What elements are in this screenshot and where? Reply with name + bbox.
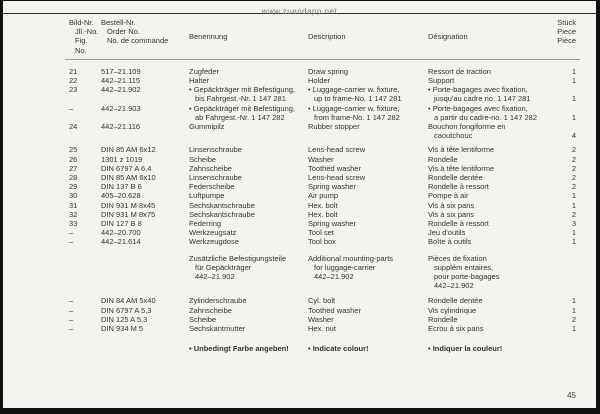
table-section: [65, 296, 580, 333]
cell-designation-fr: Jeu d'outils: [428, 228, 466, 238]
cell-fig-no: 25: [69, 145, 78, 155]
cell-qty: 2: [571, 314, 576, 324]
cell-designation-fr: • Porte-bagages avec fixation, a partir du cadre-no. 1 147 282: [428, 103, 537, 122]
cell-designation-fr: Support: [428, 76, 455, 86]
cell-fig-no: 26: [69, 154, 78, 164]
cell-qty: 2: [571, 173, 576, 183]
header-fig-no-fr: Fig. No.: [75, 36, 88, 55]
cell-order-no: DIN 85 AM 6x10: [101, 173, 156, 183]
cell-designation-fr: • Porte-bagages avec fixation, jusqu'au cadre no. 1 147 281: [428, 85, 531, 104]
header-qty-de: Stück: [557, 18, 576, 27]
cell-desc-en: Hex. bolt: [308, 209, 338, 219]
cell-name-de: Sechskantmutter: [189, 324, 246, 334]
cell-name-de: Zahnscheibe: [189, 305, 232, 315]
cell-name-de: Gummipilz: [189, 122, 225, 132]
page-number: 45: [567, 391, 576, 400]
cell-fig-no: –: [69, 228, 74, 238]
cell-name-de: Federring: [189, 219, 222, 229]
table-row: [65, 85, 580, 103]
cell-name-de: Sechskantschraube: [189, 200, 255, 210]
cell-fig-no: 21: [69, 66, 78, 76]
table-row: [65, 122, 580, 140]
cell-desc-en: Tool box: [308, 237, 336, 247]
cell-designation-fr: Ecrou à six pans: [428, 324, 484, 334]
cell-qty: 1: [571, 305, 576, 315]
header-fig-no-en: Jll.-No.: [75, 27, 99, 37]
cell-qty: 1: [571, 228, 576, 238]
cell-designation-fr: Rondelle: [428, 314, 458, 324]
table-row: [65, 324, 580, 333]
cell-designation-fr: Vis à six pans: [428, 200, 475, 210]
cell-order-no: 517–21.109: [101, 66, 141, 76]
header-order-no: [99, 18, 189, 46]
table-header-row: [65, 18, 580, 60]
cell-name-de: Zusätzliche Befestigungsteile für Gepäckträger 442–21.902: [189, 253, 287, 282]
cell-qty: 3: [571, 219, 576, 229]
cell-qty: 4: [571, 131, 576, 141]
cell-qty: 1: [571, 94, 576, 104]
cell-desc-en: • Luggage-carrier w. fixture, from frame-No. 1 147 282: [308, 103, 400, 122]
cell-order-no: DIN 931 M 8x45: [101, 200, 156, 210]
header-order-no-fr: No. de commande: [107, 36, 169, 46]
table-section: [65, 145, 580, 246]
table-row: [65, 76, 580, 85]
cell-fig-no: 23: [69, 85, 78, 95]
cell-fig-no: 24: [69, 122, 78, 132]
cell-order-no: 442–21.116: [101, 122, 141, 132]
header-name-de: Benennung: [189, 31, 228, 41]
table-row: [65, 155, 580, 164]
cell-qty: [548, 289, 580, 290]
watermark-bar: [3, 1, 596, 14]
cell-qty: 2: [571, 163, 576, 173]
parts-table: [65, 18, 580, 354]
cell-designation-fr: Rondelle dentée: [428, 296, 483, 306]
cell-designation-fr: Vis cylindrique: [428, 305, 477, 315]
cell-order-no: DIN 84 AM 5x40: [101, 296, 156, 306]
cell-desc-en: Hex. bolt: [308, 200, 338, 210]
cell-name-de: Zahnscheibe: [189, 163, 232, 173]
cell-order-no: DIN 931 M 8x75: [101, 209, 156, 219]
cell-fig-no: –: [69, 324, 74, 334]
cell-designation-fr: Pièces de fixation supplém entaires, pour porte-bagages 442–21.902: [428, 253, 500, 291]
table-row: [65, 104, 580, 122]
cell-desc-en: Draw spring: [308, 66, 349, 76]
header-qty-fr: Pièce: [557, 36, 576, 46]
cell-fig-no: 31: [69, 200, 78, 210]
cell-fig-no: –: [69, 305, 74, 315]
table-row: [65, 164, 580, 173]
cell-fig-no: –: [69, 296, 74, 306]
cell-desc-en: Spring washer: [308, 219, 356, 229]
cell-fig-no: 32: [69, 209, 78, 219]
cell-desc-en: Toothed washer: [308, 163, 361, 173]
table-row: [65, 67, 580, 76]
header-fig-no-de: Bild-Nr.: [69, 18, 94, 27]
cell-fig-no: 33: [69, 219, 78, 229]
cell-name-de: Werkzeugdose: [189, 237, 239, 247]
cell-name-de: Zugfeder: [189, 66, 220, 76]
cell-name-de: Federscheibe: [189, 182, 235, 192]
cell-desc-en: Additional mounting-parts for luggage-carrier 442–21.902: [308, 253, 394, 282]
cell-qty: 1: [571, 200, 576, 210]
cell-desc-en: Cyl. bolt: [308, 296, 336, 306]
cell-name-de: Luftpumpe: [189, 191, 225, 201]
cell-designation-fr: Bouchon fongiforme en caoutchouc: [428, 122, 506, 141]
cell-qty: 1: [571, 237, 576, 247]
cell-order-no: DIN 137 B 6: [101, 182, 142, 192]
table-row: [65, 145, 580, 154]
cell-order-no: DIN 934 M 5: [101, 324, 144, 334]
cell-designation-fr: Pompe à air: [428, 191, 469, 201]
header-order-no-en: Order No.: [107, 27, 140, 37]
cell-order-no: 442–21.115: [101, 76, 141, 86]
header-order-no-de: Bestell-Nr.: [101, 18, 136, 27]
cell-designation-fr: Rondelle à ressort: [428, 182, 489, 192]
cell-qty: 1: [571, 296, 576, 306]
cell-fig-no: –: [69, 237, 74, 247]
cell-desc-en: Holder: [308, 76, 331, 86]
cell-order-no: DIN 127 B 8: [101, 219, 142, 229]
cell-desc-en: Washer: [308, 154, 334, 164]
table-section: [65, 67, 580, 141]
cell-designation-fr: Vis à six pans: [428, 209, 475, 219]
table-row: [65, 201, 580, 210]
cell-desc-en: Toothed washer: [308, 305, 361, 315]
cell-desc-en: Washer: [308, 314, 334, 324]
cell-fig-no: –: [69, 103, 74, 113]
cell-order-no: [99, 254, 189, 255]
cell-qty: 2: [571, 209, 576, 219]
table-row: [65, 306, 580, 315]
header-desc-en: Description: [308, 31, 346, 41]
watermark-text: www.zuendapp.net: [261, 7, 338, 16]
cell-order-no: DIN 85 AM 6x12: [101, 145, 156, 155]
cell-order-no: 442–21.614: [101, 237, 141, 247]
cell-fig-no: 22: [69, 76, 78, 86]
cell-name-de: Werkzeugsatz: [189, 228, 237, 238]
cell-desc-en: Hex. nut: [308, 324, 336, 334]
table-row: [65, 191, 580, 200]
cell-desc-en: Lens-head screw: [308, 145, 366, 155]
table-row: [65, 219, 580, 228]
cell-name-de: Linsenschraube: [189, 145, 242, 155]
table-row: [65, 210, 580, 219]
cell-order-no: DIN 125 A 5,3: [101, 314, 148, 324]
cell-name-de: Halter: [189, 76, 210, 86]
footnote-spacer-qty: [548, 353, 580, 354]
cell-order-no: DIN 6797 A 6,4: [101, 163, 152, 173]
cell-qty: 1: [571, 66, 576, 76]
cell-qty: 1: [571, 191, 576, 201]
cell-desc-en: • Luggage-carrier w. fixture, up to frame-No. 1 147 281: [308, 85, 402, 104]
table-row: [65, 182, 580, 191]
cell-name-de: Scheibe: [189, 154, 217, 164]
cell-designation-fr: Vis à tête lentiforme: [428, 145, 495, 155]
cell-qty: 1: [571, 112, 576, 122]
cell-desc-en: Spring washer: [308, 182, 356, 192]
cell-desc-en: Lens-head screw: [308, 173, 366, 183]
cell-order-no: 442–21.903: [101, 103, 141, 113]
cell-fig-no: 27: [69, 163, 78, 173]
cell-order-no: 442–21.902: [101, 85, 141, 95]
cell-name-de: Scheibe: [189, 314, 217, 324]
header-designation-fr: Désignation: [428, 31, 468, 41]
cell-designation-fr: Rondelle à ressort: [428, 219, 489, 229]
cell-order-no: 405–20.628: [101, 191, 141, 201]
table-body: [65, 67, 580, 333]
cell-designation-fr: Rondelle: [428, 154, 458, 164]
footnote-en: • Indicate colour!: [308, 344, 369, 354]
footnote-spacer-fig: [65, 344, 99, 345]
table-row: [65, 228, 580, 237]
table-row: [65, 315, 580, 324]
cell-designation-fr: Vis à tête lentiforme: [428, 163, 495, 173]
cell-name-de: Linsenschraube: [189, 173, 242, 183]
header-fig-no: [65, 18, 99, 55]
cell-order-no: 442–20.700: [101, 228, 141, 238]
cell-qty: 2: [571, 182, 576, 192]
header-qty: [548, 18, 580, 46]
cell-name-de: • Gepäckträger mit Befestigung, ab Fahrgest.-Nr. 1 147 282: [189, 103, 296, 122]
cell-order-no: 1301 z 1019: [101, 154, 143, 164]
cell-order-no: DIN 6797 A 5,3: [101, 305, 152, 315]
footnote-fr: • Indiquer la couleur!: [428, 344, 503, 354]
cell-fig-no: 30: [69, 191, 78, 201]
cell-fig-no: –: [69, 314, 74, 324]
cell-name-de: Sechskantschraube: [189, 209, 255, 219]
cell-name-de: Zylinderschraube: [189, 296, 247, 306]
cell-desc-en: Rubber stopper: [308, 122, 360, 132]
table-row: [65, 296, 580, 305]
cell-desc-en: Tool set: [308, 228, 334, 238]
cell-name-de: • Gepäckträger mit Befestigung, bis Fahrgest.-Nr. 1 147 281: [189, 85, 296, 104]
cell-qty: 2: [571, 145, 576, 155]
footnote-spacer-order: [99, 344, 189, 345]
cell-designation-fr: Boîte à outils: [428, 237, 472, 247]
cell-fig-no: 29: [69, 182, 78, 192]
cell-qty: 2: [571, 154, 576, 164]
catalog-page: [3, 1, 596, 408]
cell-qty: 1: [571, 324, 576, 334]
cell-designation-fr: Rondelle dentée: [428, 173, 483, 183]
cell-desc-en: Air pump: [308, 191, 339, 201]
footnote-row: [65, 344, 580, 353]
footnote-de: • Unbedingt Farbe angeben!: [189, 344, 289, 354]
header-qty-en: Piece: [557, 27, 576, 37]
table-subheader-row: [65, 254, 580, 291]
cell-designation-fr: Ressort de traction: [428, 66, 491, 76]
table-row: [65, 173, 580, 182]
table-subheader-section: [65, 254, 580, 291]
cell-fig-no: [65, 254, 99, 255]
cell-qty: 1: [571, 76, 576, 86]
table-row: [65, 237, 580, 246]
cell-fig-no: 28: [69, 173, 78, 183]
